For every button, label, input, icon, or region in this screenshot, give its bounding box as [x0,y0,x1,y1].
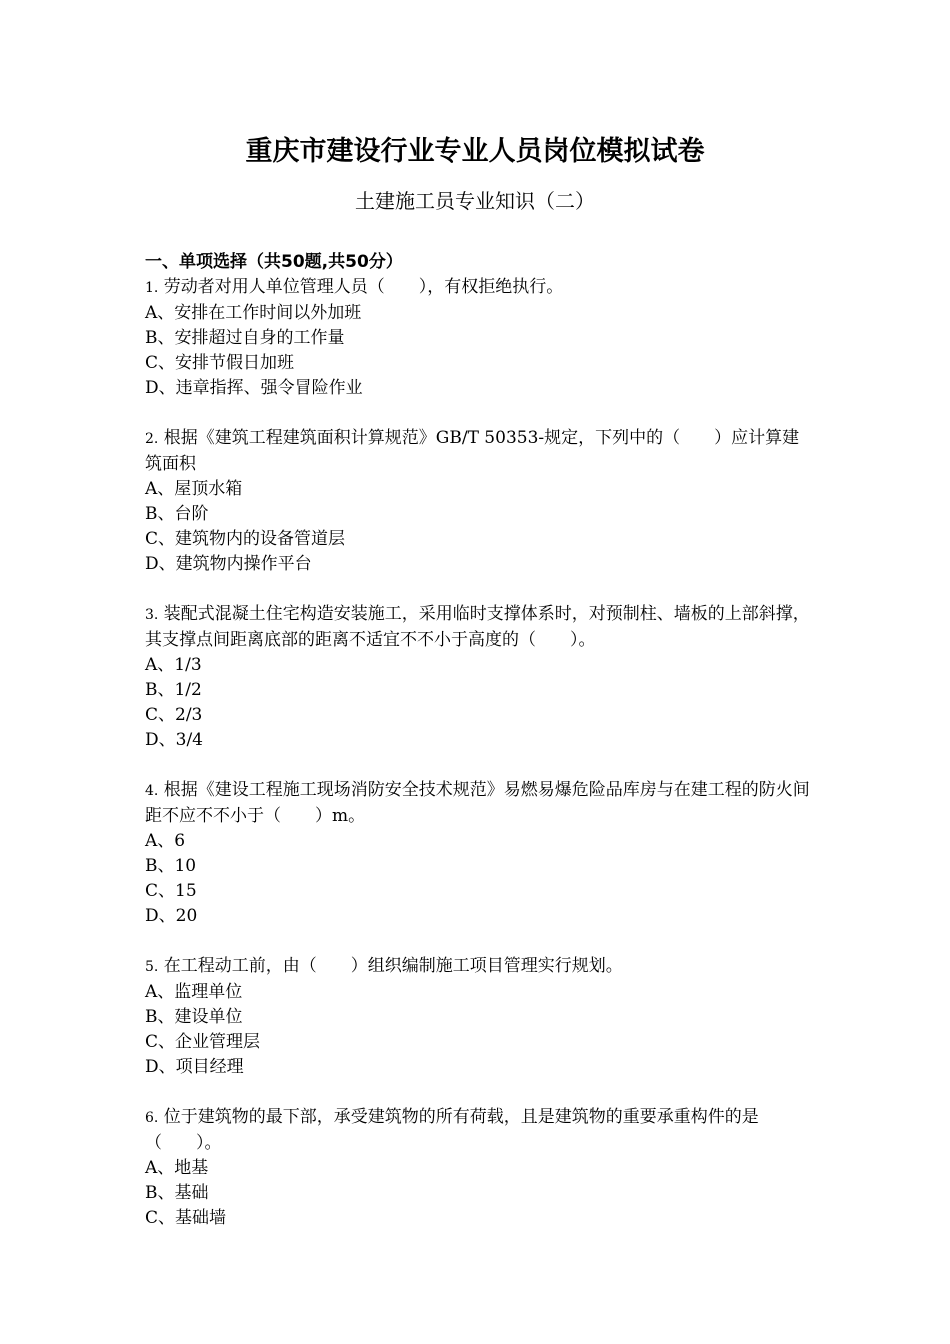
section-heading: 一、单项选择（共50题,共50分） [145,252,403,272]
question-6 [145,1105,810,1231]
option-a: A、6 [145,831,186,851]
option-a: A、地基 [145,1158,209,1178]
option-c: C、企业管理层 [145,1032,261,1052]
question-1 [145,275,810,401]
question-2 [145,426,810,577]
option-d: D、20 [145,906,198,926]
document-subtitle: 土建施工员专业知识（二） [355,189,595,213]
question-stem [145,778,810,829]
question-text: 根据《建筑工程建筑面积计算规范》GB/T 50353-规定，下列中的（ ）应计算建筑面积 [145,428,800,474]
question-text: 在工程动工前，由（ ）组织编制施工项目管理实行规划。 [163,956,623,976]
option-c: C、2/3 [145,705,203,725]
option-d: D、3/4 [145,730,203,750]
question-number: 4. [145,783,159,799]
question-number: 5. [145,959,159,975]
option-b: B、台阶 [145,504,209,524]
option-d: D、建筑物内操作平台 [145,554,312,574]
question-stem [145,602,810,653]
option-c: C、基础墙 [145,1208,227,1228]
option-c: C、建筑物内的设备管道层 [145,529,346,549]
option-d: D、违章指挥、强令冒险作业 [145,378,363,398]
option-a: A、1/3 [145,655,202,675]
question-stem [145,954,810,980]
option-b: B、建设单位 [145,1007,243,1027]
option-a: A、安排在工作时间以外加班 [145,303,362,323]
option-a: A、监理单位 [145,982,243,1002]
question-text: 劳动者对用人单位管理人员（ ），有权拒绝执行。 [163,277,564,297]
question-stem [145,426,810,477]
option-b: B、安排超过自身的工作量 [145,328,345,348]
question-section [145,250,810,1231]
option-d: D、项目经理 [145,1057,244,1077]
question-text: 装配式混凝土住宅构造安装施工，采用临时支撑体系时，对预制柱、墙板的上部斜撑，其支撑点间距离底部的距离不适宜不不小于高度的（ ）。 [145,604,810,650]
option-b: B、基础 [145,1183,209,1203]
option-c: C、15 [145,881,197,901]
question-number: 2. [145,431,159,447]
question-5 [145,954,810,1080]
question-stem [145,275,810,301]
question-number: 3. [145,607,159,623]
option-b: B、1/2 [145,680,202,700]
question-stem [145,1105,810,1156]
question-text: 位于建筑物的最下部，承受建筑物的所有荷载，且是建筑物的重要承重构件的是（ ）。 [145,1107,759,1153]
document-title: 重庆市建设行业专业人员岗位模拟试卷 [245,136,705,167]
option-c: C、安排节假日加班 [145,353,295,373]
question-text: 根据《建设工程施工现场消防安全技术规范》易燃易爆危险品库房与在建工程的防火间距不应不不小于（ ）m。 [145,780,810,826]
question-number: 1. [145,280,159,296]
option-a: A、屋顶水箱 [145,479,243,499]
question-3 [145,602,810,753]
question-number: 6. [145,1110,159,1126]
question-4 [145,778,810,929]
option-b: B、10 [145,856,197,876]
